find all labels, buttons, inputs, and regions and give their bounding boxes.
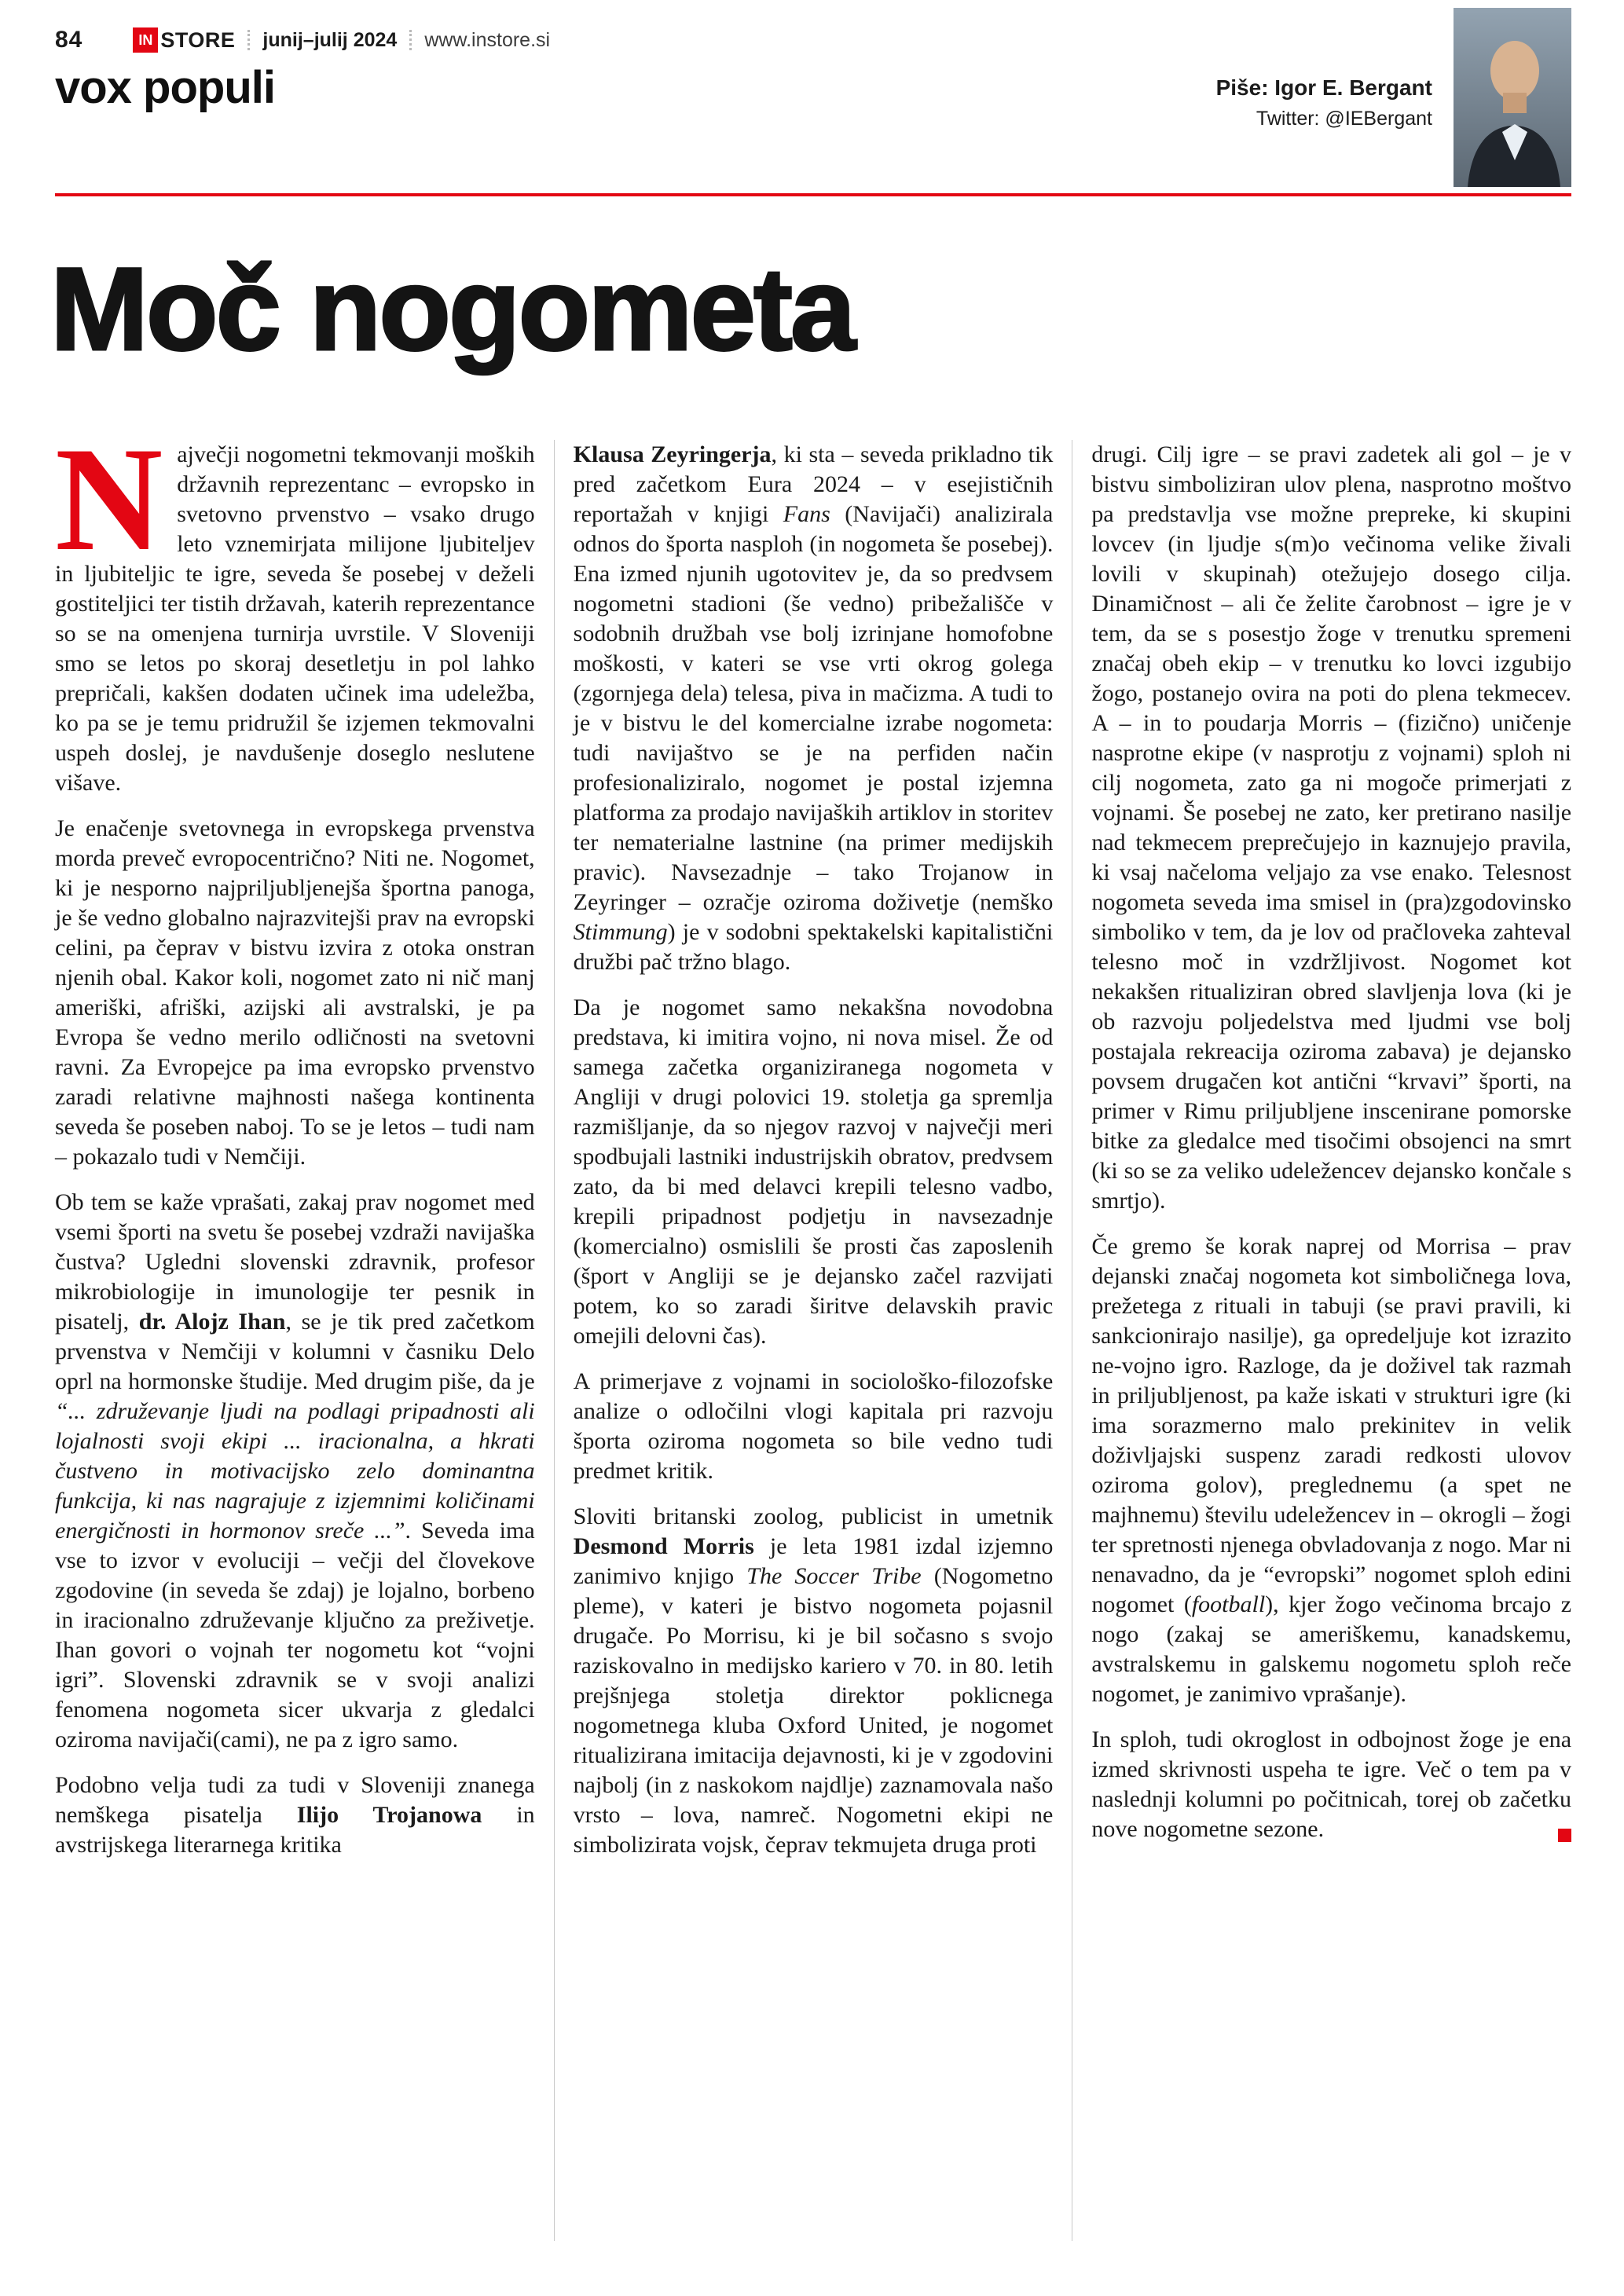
header-separator [247, 30, 250, 50]
author-photo-illustration [1454, 8, 1571, 187]
article-text-run: Da je nogomet samo nekakšna novodobna predstava, ki imitira vojno, ni nova misel. Že od samega začetka organiziranega nogometa v Angliji v drugi polovici 19. stoletja ga spremlja razmišljanje, da so njegov razvoj v največji meri spodbujali lastniki industrijskih obratov, predvsem zato, da bi med delavci krepili telesno vadbo, krepili pripadnost podjetju in navsezadnje (komercialno) osmislili še prosti čas zaposlenih (šport v Angliji se je dejansko začel razvijati potem, ko so zaradi širitve delavskih pravic omejili delovni čas). [573, 994, 1054, 1349]
byline-author: Piše: Igor E. Bergant [1215, 75, 1432, 100]
article-text-run: drugi. Cilj igre – se pravi zadetek ali gol – je v bistvu simboliziran ulov plena, nasprotno moštvo pa predstavlja vse možne prepreke, ki skupini lovcev (in ljudje s(m)o večinoma velike živali lovili v skupinah) otežujejo dosego cilja. Dinamičnost – ali če želite čarobnost – igre je v tem, da se s posestjo žoge v trenutku spremeni značaj obeh ekip – v trenutku ko lovci izgubijo žogo, postanejo ovira na poti do plena tekmecev. A – in to poudarja Morris – (fizično) uničenje nasprotne ekipe (v nasprotju z vojnami) sploh ni cilj nogometa, zato ga ni mogoče primerjati z vojnami. Še posebej ne zato, ker pretirano nasilje nad tekmecem preprečujejo in kaznujejo pravila, ki vsaj načeloma veljajo za vse enako. Telesnost nogometa seveda ima smisel in (pra)zgodovinsko simboliko v tem, da je lov od pračloveka zahteval telesno moč in vzdržljivost. Nogomet kot nekakšen ritualiziran obred slavljenja lova (ki je ob razvoju poljedelstva med ljudmi vse bolj postajala rekreacija oziroma zabava) je dejansko povsem drugačen kot antični “krvavi” športi, na primer v Rimu priljubljene inscenirane pomorske bitke za gledalce med tisočimi obsojenci na smrt (ki so se za veliko udeležencev dejansko končale s smrtjo). [1091, 441, 1572, 1214]
article-column-2 [554, 440, 1072, 2241]
article-text-run: Klausa Zeyringerja [573, 441, 772, 467]
article-text-run: (Nogometno pleme), v kateri je bistvo nogometa pojasnil drugače. Po Morrisu, ki je bil sočasno s svojo raziskovalno in medijsko kariero v 70. in 80. letih prejšnjega stoletja direktor poklicnega nogometnega kluba Oxford United, je nogomet ritualizirana imitacija dejavnosti, ki je v zgodovini najbolj (in z naskokom najdlje) zaznamovala našo vrsto – lova, namreč. Nogometni ekipi ne simbolizirata vojsk, čeprav tekmujeta druga proti [573, 1563, 1054, 1858]
article-text-run: in avstrijskega literarnega kritika [55, 1802, 535, 1858]
article-text-run: Sloviti britanski zoolog, publicist in umetnik [573, 1503, 1054, 1529]
article-text-run: ) je v sodobni spektakelski kapitalistični družbi pač tržno blago. [573, 919, 1054, 975]
article-text-run: The Soccer Tribe [746, 1563, 922, 1589]
article-text-run: je leta 1981 izdal izjemno zanimivo knjigo [573, 1533, 1054, 1589]
instore-logo [133, 27, 235, 53]
article-text-run: ), kjer žogo večinoma brcajo z nogo (zakaj se ameriškemu, kanadskemu, avstralskemu in galskemu nogometu sploh reče nogomet, je zanimivo vprašanje). [1091, 1591, 1572, 1707]
instore-logo-in-mark: IN [133, 27, 158, 53]
article-text-run: A primerjave z vojnami in sociološko-filozofske analize o odločilni vlogi kapitala pri razvoju športa oziroma nogometa so bile vedno tudi predmet kritik. [573, 1368, 1054, 1484]
section-divider-rule [55, 193, 1571, 196]
article-text-run: (Navijači) analizirala odnos do športa nasploh (in nogometa še posebej). Ena izmed njunih ugotovitev je, da so predvsem nogometni stadioni (še vedno) pribežališče v sodobnih družbah vse bolj izrinjane homofobne moškosti, v kateri se vse vrti okrog golega (zgornjega dela) telesa, piva in mačizma. A tudi to je v bistvu le del komercialne izrabe nogometa: tudi navijaštvo se je na perfiden način profesionaliziralo, nogomet je postal izjemna platforma za prodajo navijaških artiklov in storitev ter nematerialne lastnine (na primer medijskih pravic). Navsezadnje – tako Trojanow in Zeyringer – ozračje oziroma doživetje (nemško [573, 501, 1054, 915]
article-paragraph [55, 1188, 535, 1755]
article-text-run: “... združevanje ljudi na podlagi pripadnosti ali lojalnosti svoji ekipi ... iracionalna, a hkrati čustveno in motivacijsko zelo dominantna funkcija, ki nas nagrajuje z izjemnimi količinami energičnosti in hormonov sreče ...” [55, 1398, 535, 1543]
article-text-run: Fans [783, 501, 830, 527]
article-text-run: . Seveda ima vse to izvor v evoluciji – večji del človekove zgodovine (in seveda še zdaj) je lojalno, borbeno in iracionalno združevanje ključno za preživetje. Ihan govori o vojnah ter nogometu kot “vojni igri”. Slovenski zdravnik se v svoji analizi fenomena nogometa sicer ukvarja z gledalci oziroma navijači(cami), ne pa z igro samo. [55, 1518, 535, 1752]
issue-date: junij–julij 2024 [262, 28, 398, 51]
article-text-run: ajvečji nogometni tekmovanji moških državnih reprezentanc – evropsko in svetovno prvenstvo – vsako drugo leto vznemirjata milijone ljubiteljev in ljubiteljic te igre, seveda še posebej v deželi gostiteljici ter tistih državah, katerih reprezentance so se na omenjena turnirja uvrstile. V Sloveniji smo se letos po skoraj desetletju in pol lahko prepričali, kakšen dodaten učinek ima udeležba, ko pa se je temu pridružil še izjemen tekmovalni uspeh doslej, je navdušenje doseglo neslutene višave. [55, 441, 535, 796]
instore-logo-store-text: STORE [160, 27, 236, 52]
header-separator [409, 30, 412, 50]
article-paragraph [574, 1502, 1054, 1860]
article-text-run: Ilijo Trojanowa [296, 1802, 482, 1828]
page-number: 84 [55, 27, 83, 53]
article-paragraph [55, 1771, 535, 1860]
article-column-1 [36, 440, 554, 2241]
author-photo [1454, 8, 1571, 187]
article-text-run: In sploh, tudi okroglost in odbojnost žoge je ena izmed skrivnosti uspeha te igre. Več o tem pa v naslednji kolumni po počitnicah, torej ob začetku nove nogometne sezone. [1091, 1727, 1572, 1842]
article-text-run: Ob tem se kaže vprašati, zakaj prav nogomet med vsemi športi na svetu še posebej vzdraži navijaška čustva? Ugledni slovenski zdravnik, profesor mikrobiologije in imunologije ter pesnik in pisatelj, [55, 1189, 535, 1335]
section-title: vox populi [55, 62, 275, 113]
article-paragraph [55, 440, 535, 798]
byline-twitter-handle: Twitter: @IEBergant [1256, 108, 1432, 130]
article-text-run: football [1191, 1591, 1266, 1617]
byline [1216, 75, 1432, 130]
page-header [55, 27, 1571, 53]
website-url: www.instore.si [424, 28, 551, 51]
article-text-run: Če gremo še korak naprej od Morrisa – prav dejanski značaj nogometa kot simboličnega lova, prežetega z rituali in tabuji (se pravi pravili, ki sankcionirajo nasilje), ga opredeljuje kot izrazito ne-vojno igro. Razloge, da je doživel tak razmah in priljubljenost, pa kaže iskati v strukturi igre (ki ima sorazmerno malo prekinitev in velik doživljajski suspenz zaradi redkosti ulovov oziroma golov), preglednemu (a spet ne majhnemu) številu udeležencev in – okrogli – žogi ter spretnosti njenega obvladovanja z nogo. Mar ni nenavadno, da je “evropski” nogomet sploh edini nogomet ( [1091, 1233, 1572, 1617]
article-text-run: Desmond Morris [573, 1533, 754, 1559]
article-text-run: Podobno velja tudi za tudi v Sloveniji znanega nemškega pisatelja [55, 1772, 535, 1828]
article-end-mark [1558, 1829, 1571, 1842]
drop-cap: N [55, 440, 163, 582]
article-text-run: Stimmung [573, 919, 668, 945]
article-paragraph [1091, 1725, 1571, 1844]
article-paragraph [55, 814, 535, 1172]
article-body [36, 440, 1590, 2241]
article-paragraph [574, 993, 1054, 1351]
article-paragraph [574, 440, 1054, 977]
article-text-run: , ki sta – seveda prikladno tik pred začetkom Eura 2024 – v esejističnih reportažah v knjigi [573, 441, 1054, 527]
article-text-run: Je enačenje svetovnega in evropskega prvenstva morda preveč evropocentrično? Niti ne. Nogomet, ki je nesporno najpriljubljenejša športna panoga, je še vedno globalno najrazvitejši prav na evropski celini, pa čeprav v bistvu izvira z otoka onstran njenih obal. Kakor koli, nogomet zato ni nič manj ameriški, afriški, azijski ali avstralski, je pa Evropa še vedno merilo odličnosti na svetovni ravni. Za Evropejce pa ima evropsko prvenstvo zaradi relativne majhnosti našega kontinenta seveda še poseben naboj. To se je letos – tudi nam – pokazalo tudi v Nemčiji. [55, 815, 535, 1170]
article-paragraph [1091, 1232, 1571, 1709]
article-paragraph [1091, 440, 1571, 1216]
article-paragraph [574, 1367, 1054, 1486]
article-column-3 [1072, 440, 1590, 2241]
article-text-run: dr. Alojz Ihan [138, 1309, 286, 1335]
article-text-run: , se je tik pred začetkom prvenstva v Nemčiji v kolumni v časniku Delo oprl na hormonske študije. Med drugim piše, da je [55, 1309, 535, 1394]
article-title: Moč nogometa [50, 243, 854, 375]
